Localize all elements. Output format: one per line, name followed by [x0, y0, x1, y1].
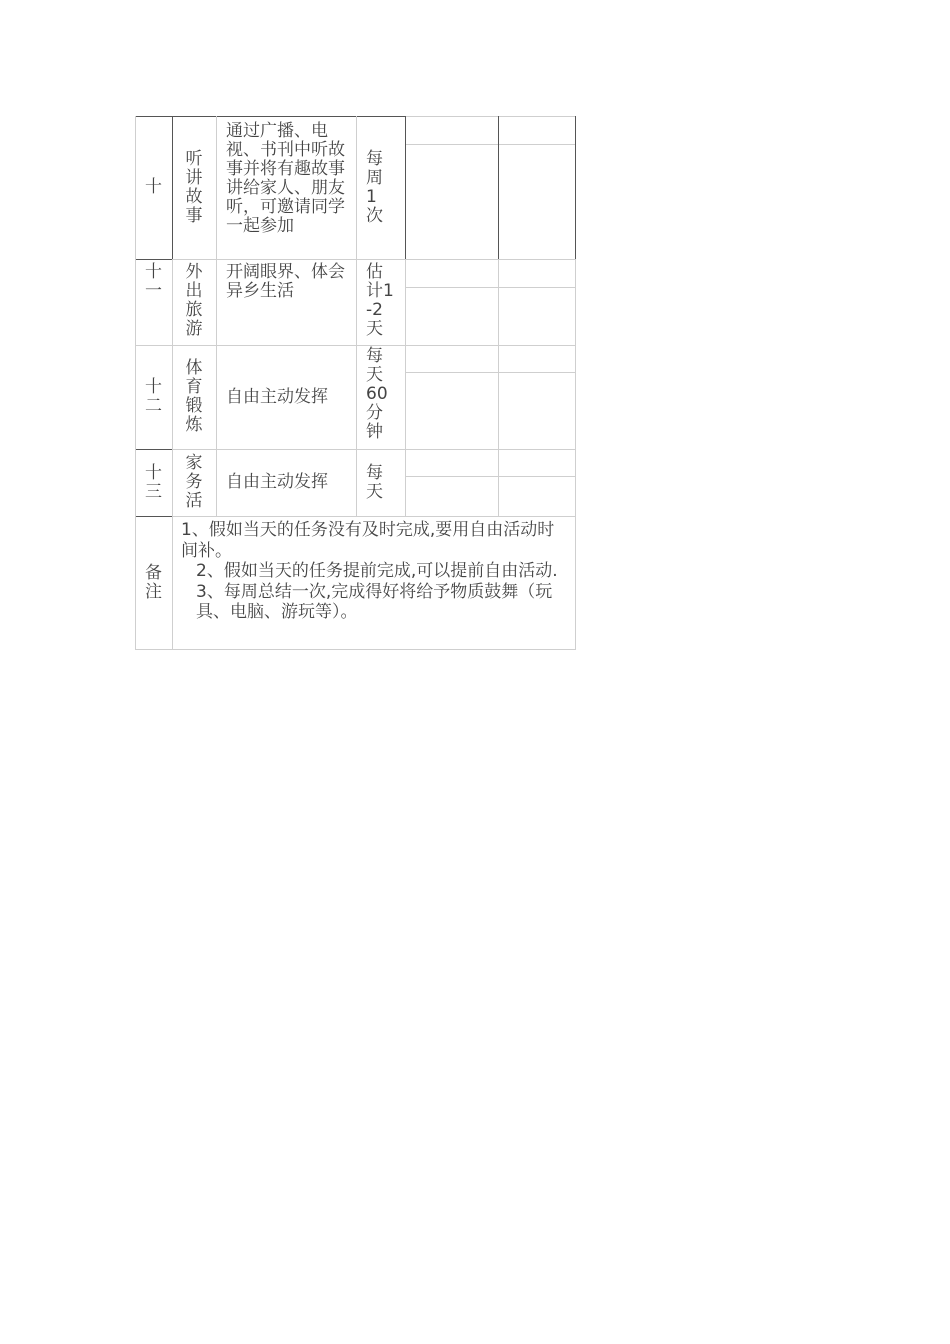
notes-row	[135, 516, 576, 650]
notes-content	[181, 520, 571, 623]
activity-name: 外出旅游	[185, 262, 203, 339]
activity-description: 通过广播、电视、书刊中听故事并将有趣故事讲给家人、朋友听，可邀请同学一起参加	[226, 121, 345, 236]
row-number: 十三	[145, 462, 162, 502]
row-number: 十	[145, 177, 162, 197]
activity-description: 自由主动发挥	[226, 472, 328, 492]
activity-name: 体育锻炼	[185, 358, 203, 435]
table-row	[135, 259, 576, 345]
activity-name: 家务活	[185, 453, 203, 511]
activity-name: 听讲故事	[185, 148, 203, 226]
check-cell	[405, 449, 498, 516]
notes-label: 备注	[145, 563, 162, 602]
check-cell	[498, 116, 576, 259]
activity-table	[135, 116, 576, 650]
table-row	[135, 449, 576, 516]
activity-description: 自由主动发挥	[226, 386, 328, 407]
note-item: 2、假如当天的任务提前完成,可以提前自由活动.	[196, 561, 558, 581]
activity-frequency: 每周1次	[366, 148, 383, 226]
activity-frequency: 每天	[366, 462, 383, 502]
activity-description: 开阔眼界、体会异乡生活	[226, 262, 345, 301]
check-cell	[405, 259, 498, 345]
activity-frequency: 每天60分钟	[366, 346, 388, 442]
check-cell	[498, 259, 576, 345]
check-cell	[498, 449, 576, 516]
note-item: 1、假如当天的任务没有及时完成,要用自由活动时间补。	[181, 520, 555, 561]
table-row	[135, 116, 576, 259]
check-cell	[405, 116, 498, 259]
check-cell	[405, 345, 498, 449]
table-row	[135, 345, 576, 449]
check-cell	[498, 345, 576, 449]
note-item: 3、每周总结一次,完成得好将给予物质鼓舞（玩具、电脑、游玩等）。	[196, 581, 553, 622]
row-number: 十一	[145, 262, 162, 301]
row-number: 十二	[145, 377, 162, 416]
activity-frequency: 估计1-2天	[366, 262, 394, 339]
